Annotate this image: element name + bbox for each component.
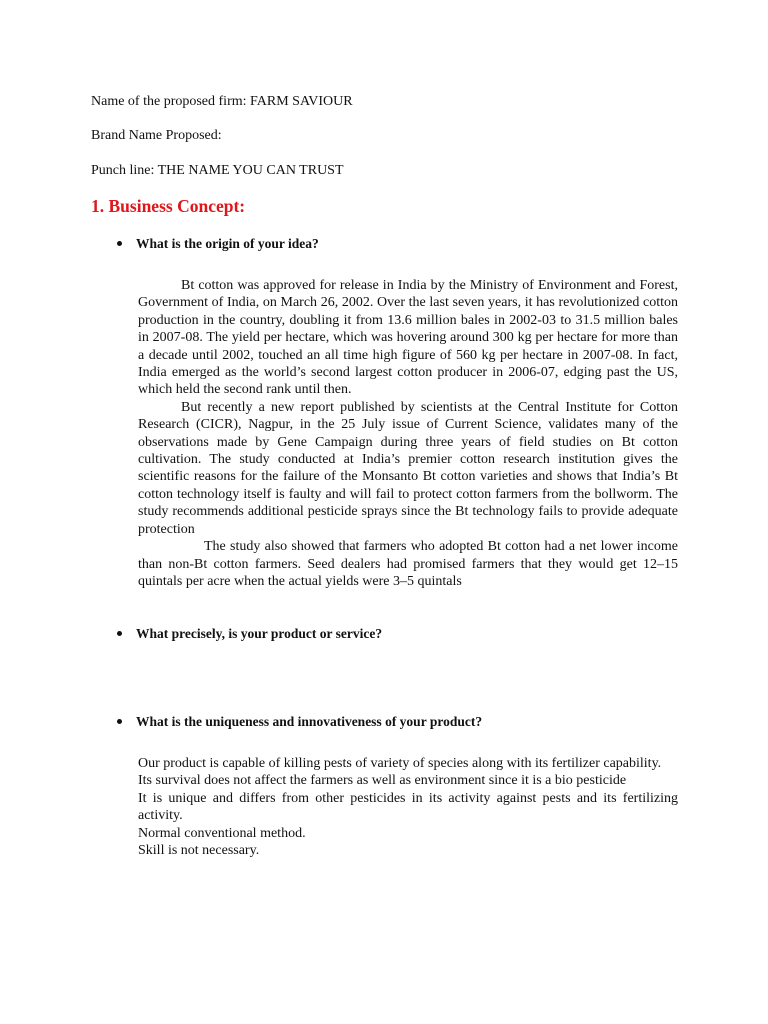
uniqueness-line-4: Normal conventional method.: [138, 825, 306, 841]
origin-paragraph-2: But recently a new report published by scientists at the Central Institute for Cotton Research (CICR), Nagpur, in the 25 July issue of Current Science, validates many of the observations made by Gene Campaign during three years of field studies on Bt cotton cultivation. The study conducted at India’s premier cotton research institution gives the scientific reasons for the failure of the Monsanto Bt cotton varieties and shows that India’s Bt cotton technology itself is faulty and will fail to protect cotton farmers from the bollworm. The study recommends additional pesticide sprays since the Bt technology fails to provide adequate protection: [138, 399, 678, 537]
punch-line: Punch line: THE NAME YOU CAN TRUST: [91, 163, 344, 178]
uniqueness-answer: [138, 755, 678, 859]
origin-paragraph-3: The study also showed that farmers who adopted Bt cotton had a net lower income than non-Bt cotton farmers. Seed dealers had promised farmers that they would get 12–15 quintals per acre when the actual yields were 3–5 quintals: [138, 539, 678, 589]
question-text: What precisely, is your product or service?: [136, 626, 383, 641]
uniqueness-line-5: Skill is not necessary.: [138, 843, 260, 859]
firm-name-line: Name of the proposed firm: FARM SAVIOUR: [91, 94, 353, 109]
question-product: [117, 625, 617, 643]
question-origin: [117, 235, 617, 253]
uniqueness-line-2: Its survival does not affect the farmers as well as environment since it is a bio pesticide: [138, 773, 627, 789]
uniqueness-line-1: Our product is capable of killing pests of variety of species along with its fertilizer capability.: [138, 756, 662, 771]
bullet-icon: [117, 631, 122, 636]
section-heading: 1. Business Concept:: [91, 196, 246, 216]
question-uniqueness: [117, 713, 617, 731]
brand-name-line: Brand Name Proposed:: [91, 128, 222, 143]
origin-answer: [138, 277, 678, 590]
bullet-icon: [117, 719, 122, 724]
question-text: What is the origin of your idea?: [136, 236, 319, 251]
bullet-icon: [117, 241, 122, 246]
origin-paragraph-1: Bt cotton was approved for release in India by the Ministry of Environment and Forest, Government of India, on March 26, 2002. Over the last seven years, it has revolutionized cotton production in the country, doubling it from 13.6 million bales in 2002-03 to 31.5 million bales in 2007-08. The yield per hectare, which was hovering around 300 kg per hectare for more than a decade until 2002, touched an all time high figure of 560 kg per hectare in 2007-08. In fact, India emerged as the world’s second largest cotton producer in 2006-07, edging past the US, which held the second rank until then.: [138, 278, 678, 398]
uniqueness-line-3: It is unique and differs from other pesticides in its activity against pests and its fertilizing activity.: [138, 790, 678, 824]
question-text: What is the uniqueness and innovativeness of your product?: [136, 714, 483, 729]
